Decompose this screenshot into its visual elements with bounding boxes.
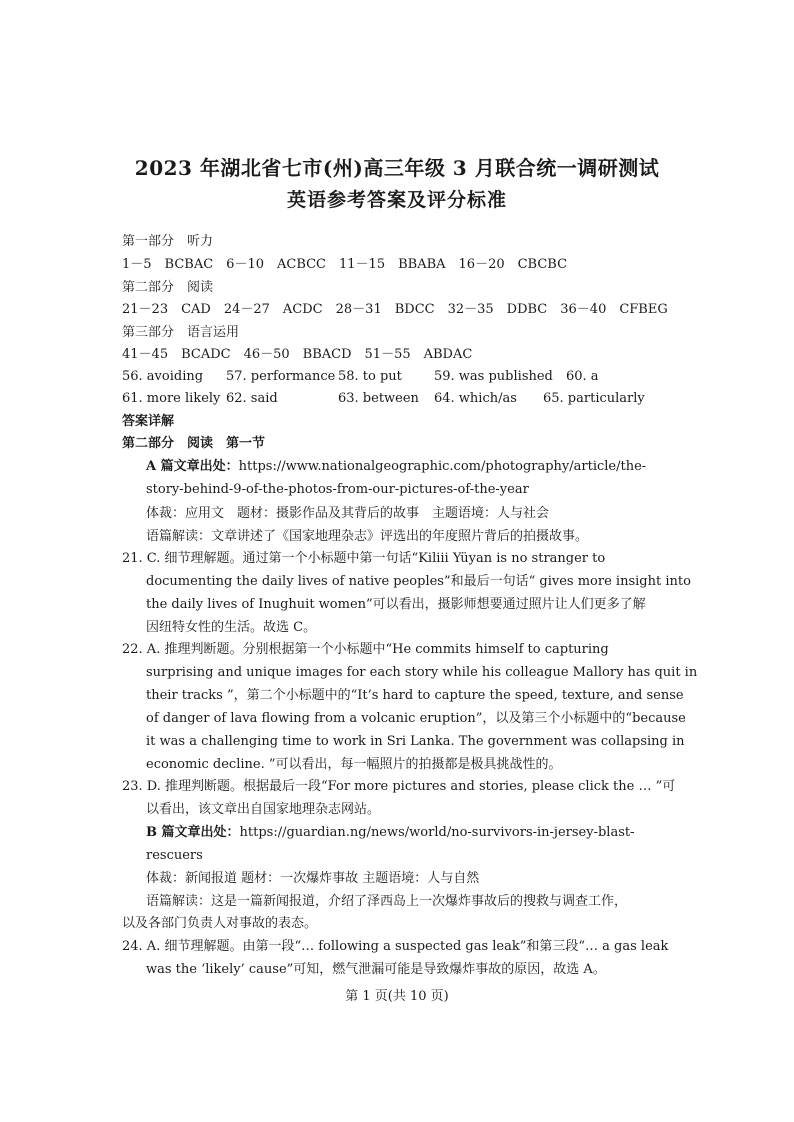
a-source-label: A 篇文章出处： bbox=[146, 459, 239, 474]
q24-line: 24. A. 细节理解题。由第一段“… following a suspected gas leak”和第三段“… a gas leak bbox=[122, 939, 669, 954]
a-genre: 体裁：应用文 题材：摄影作品及其背后的故事 主题语境：人与社会 bbox=[146, 506, 550, 521]
q23-line: 23. D. 推理判断题。根据最后一段“For more pictures and stories, please click the … ”可 bbox=[122, 779, 676, 794]
a-source-url: https://www.nationalgeographic.com/photography/article/the- bbox=[238, 459, 647, 474]
blank-answer: 65. particularly bbox=[543, 391, 645, 406]
q21-line: documenting the daily lives of native peoples”和最后一句话“ gives more insight into bbox=[146, 574, 691, 589]
q22-line: it was a challenging time to work in Sri Lanka. The government was collapsing in bbox=[146, 734, 685, 749]
b-source-url: https://guardian.ng/news/world/no-survivors-in-jersey-blast- bbox=[239, 825, 635, 840]
page-title: 2023 年湖北省七市(州)高三年级 3 月联合统一调研测试 bbox=[134, 156, 660, 180]
b-source-url-cont: rescuers bbox=[146, 848, 203, 863]
b-summary: 语篇解读：这是一篇新闻报道，介绍了泽西岛上一次爆炸事故后的搜救与调查工作， bbox=[146, 894, 628, 909]
q22-line: economic decline. ”可以看出，每一幅照片的拍摄都是极具挑战性的。 bbox=[146, 757, 562, 772]
b-source bbox=[146, 825, 635, 841]
blank-answer: 59. was published bbox=[434, 369, 553, 384]
part1-heading: 第一部分 听力 bbox=[122, 234, 214, 249]
blank-answer: 62. said bbox=[226, 391, 278, 406]
q22-line: their tracks ”，第二个小标题中的“It’s hard to capture the speed, texture, and sense bbox=[146, 688, 684, 703]
q21-line: the daily lives of Inughuit women”可以看出，摄影师想要通过照片让人们更多了解 bbox=[146, 597, 646, 612]
b-genre: 体裁：新闻报道 题材：一次爆炸事故 主题语境：人与自然 bbox=[146, 871, 480, 886]
page-footer: 第 1 页(共 10 页) bbox=[345, 989, 449, 1004]
q22-line: surprising and unique images for each story while his colleague Mallory has quit in bbox=[146, 665, 698, 680]
blank-answer: 58. to put bbox=[338, 369, 402, 384]
blank-answer: 57. performance bbox=[226, 369, 336, 384]
blank-answer: 63. between bbox=[338, 391, 419, 406]
part1-answers: 1－5 BCBAC 6－10 ACBCC 11－15 BBABA 16－20 CBCBC bbox=[122, 257, 568, 272]
part3-heading: 第三部分 语言运用 bbox=[122, 325, 240, 340]
q21-line: 21. C. 细节理解题。通过第一个小标题中第一句话“Kiliii Yüyan is no stranger to bbox=[122, 551, 606, 566]
page-subtitle: 英语参考答案及评分标准 bbox=[286, 189, 507, 211]
q22-line: 22. A. 推理判断题。分别根据第一个小标题中“He commits himself to capturing bbox=[122, 642, 609, 657]
a-summary: 语篇解读：文章讲述了《国家地理杂志》评选出的年度照片背后的拍摄故事。 bbox=[146, 529, 589, 544]
a-source-url-cont: story-behind-9-of-the-photos-from-our-pictures-of-the-year bbox=[146, 482, 529, 497]
blank-answer: 61. more likely bbox=[122, 391, 221, 406]
blank-answer: 56. avoiding bbox=[122, 369, 204, 384]
b-summary-cont: 以及各部门负责人对事故的表态。 bbox=[122, 916, 318, 931]
a-source bbox=[146, 459, 646, 475]
b-source-label: B 篇文章出处： bbox=[146, 825, 240, 840]
q24-line: was the ‘likely’ cause”可知，燃气泄漏可能是导致爆炸事故的原因，故选 A。 bbox=[146, 962, 606, 977]
blank-answer: 60. a bbox=[566, 369, 599, 384]
part2-heading: 第二部分 阅读 bbox=[122, 280, 214, 295]
details-heading: 答案详解 bbox=[122, 414, 175, 429]
section-heading: 第二部分 阅读 第一节 bbox=[122, 436, 266, 451]
part3-answers: 41－45 BCADC 46－50 BBACD 51－55 ABDAC bbox=[122, 347, 473, 362]
blank-answer: 64. which/as bbox=[434, 391, 517, 406]
q21-line: 因纽特女性的生活。故选 C。 bbox=[146, 620, 317, 635]
q23-line: 以看出，该文章出自国家地理杂志网站。 bbox=[146, 802, 381, 817]
part2-answers: 21－23 CAD 24－27 ACDC 28－31 BDCC 32－35 DDBC 36－40 CFBEG bbox=[122, 302, 668, 317]
q22-line: of danger of lava flowing from a volcanic eruption”，以及第三个小标题中的“because bbox=[146, 711, 686, 726]
